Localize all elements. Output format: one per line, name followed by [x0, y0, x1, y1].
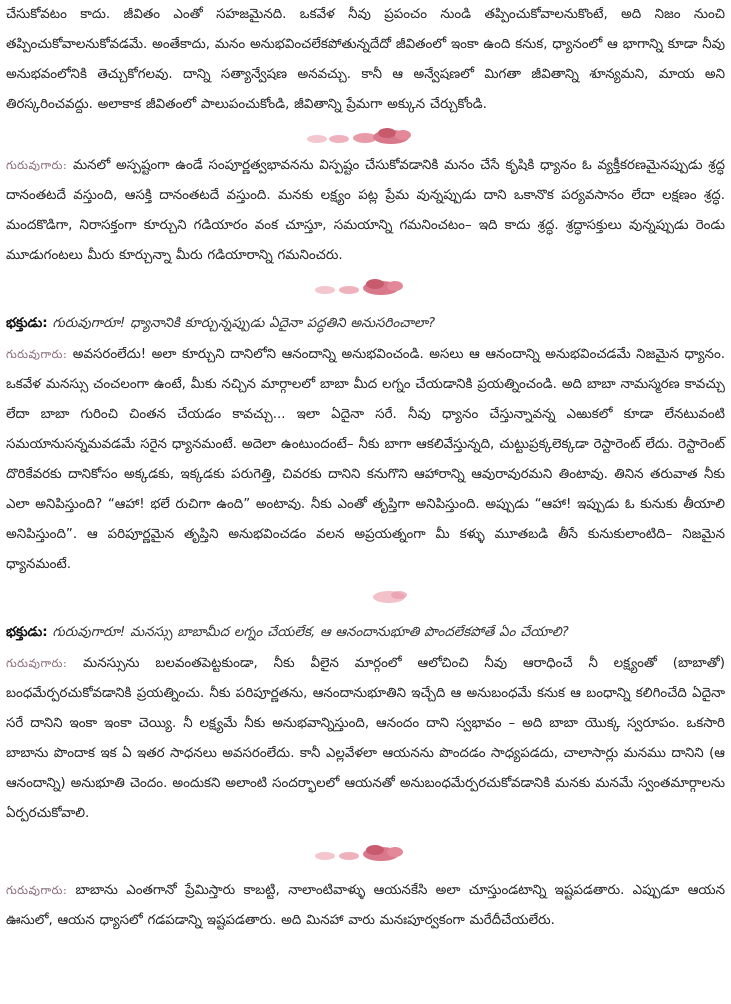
divider-1: [6, 120, 725, 150]
divider-2: [6, 271, 725, 301]
divider-4: [6, 837, 725, 867]
rose-petals-icon: [291, 840, 441, 864]
question-text: గురువుగారూ! ధ్యానానికి కూర్చున్నప్పుడు ఏదైనా పద్ధతిని అనుసరించాలా?: [47, 316, 436, 331]
speaker-devotee: భక్తుడు:: [6, 625, 48, 640]
question-text: గురువుగారూ! మనస్సు బాబామీద లగ్నం చేయలేక, ఆ ఆనందానుభూతి పొందలేకపోతే ఏం చేయాలి?: [47, 625, 569, 640]
answer-text: బాబాను ఎంతగానో ప్రేమిస్తారు కాబట్టి, నాలాంటివాళ్ళు ఆయనకేసి అలా చూస్తుండటాన్ని ఇష్టపడతారు. ఎప్పుడూ ఆయన ఊసులో, ఆయన ధ్యాసలో గడపడాన్ని ఇష్టపడతారు. అది మినహా వారు మనఃపూర్వకంగా మరేదీచేయలేరు.: [6, 883, 725, 928]
divider-3: [6, 580, 725, 610]
rose-petals-icon: [291, 583, 441, 607]
speaker-devotee: భక్తుడు:: [6, 316, 48, 331]
rose-petals-icon: [291, 274, 441, 298]
speaker-guru: గురువుగారు:: [6, 656, 68, 670]
paragraph-question-1: [6, 309, 725, 339]
paragraph-intro: చేసుకోవటం కాదు. జీవితం ఎంతో సహజమైనది. ఒకవేళ నీవు ప్రపంచం నుండి తప్పించుకోవాలనుకొంటే, అది నిజం నుంచి తప్పించుకోవాలనుకోవడమే. అంతేకాదు, మనం అనుభవించలేకపోతున్నదేదో జీవితంలో ఇంకా ఉంది కనుక, ధ్యానంలో ఆ భాగాన్ని కూడా నీవు అనుభవంలోనికి తెచ్చుకోగలవు. దాన్ని సత్యాన్వేషణ అనవచ్చు. కానీ ఆ అన్వేషణలో మిగతా జీవితాన్ని శూన్యమని, మాయ అని తిరస్కరించవద్దు. అలాకాక జీవితంలో పాలుపంచుకోండి, జీవితాన్ని ప్రేమగా అక్కున చేర్చుకోండి.: [6, 7, 725, 112]
speaker-guru: గురువుగారు:: [6, 347, 68, 361]
rose-petals-icon: [291, 123, 441, 147]
answer-text: అవసరంలేదు! అలా కూర్చుని దానిలోని ఆనందాన్ని అనుభవించండి. అసలు ఆ ఆనందాన్ని అనుభవించడమే నిజమైన ధ్యానం. ఒకవేళ మనస్సు చంచలంగా ఉంటే, మీకు నచ్చిన మార్గాలలో బాబా మీద లగ్నం చేయడానికి ప్రయత్నించండి. అది బాబా నామస్మరణ కావచ్చు లేదా బాబా గురించి చింతన చేయడం కావచ్చు... ఇలా ఏదైనా సరే. నీవు ధ్యానం చేస్తున్నావన్న ఎఱుకలో కూడా లేనటువంటి సమయానుసన్నమవడమే సరైన ధ్యానమంటే. అదెలా ఉంటుందంటే– నీకు బాగా ఆకలివేస్తున్నది, చుట్టుప్రక్కలెక్కడా రెస్టారెంట్ లేదు. రెస్టారెంట్ దొరికేవరకు దానికోసం అక్కడకు, ఇక్కడకు పరుగెత్తి, చివరకు దానిని కనుగొని ఆహారాన్ని ఆవురావురమని తింటావు. తినిన తరువాత నీకు ఎలా అనిపిస్తుంది? “ఆహా! భలే రుచిగా ఉంది” అంటావు. నీకు ఎంతో తృప్తిగా అనిపిస్తుంది. అప్పుడు “ఆహా! ఇప్పుడు ఓ కునుకు తీయాలి అనిపిస్తుంది”. ఆ పరిపూర్ణమైన తృప్తిని అనుభవించడం వలన అప్రయత్నంగా మీ కళ్ళు మూతబడి తీసే కునుకులాంటిది– నిజమైన ధ్యానమంటే.: [6, 347, 725, 572]
page: [6, 0, 725, 936]
speaker-guru: గురువుగారు:: [6, 883, 68, 897]
paragraph-guru-1: [6, 150, 725, 271]
guru-text: మనలో అస్పష్టంగా ఉండే సంపూర్ణత్వభావనను విస్పష్టం చేసుకోవడానికి మనం చేసే కృషికి ధ్యానం ఓ వ్యక్తీకరణమైనప్పుడు శ్రద్ధ దానంతటదే వస్తుంది, ఆసక్తి దానంతటదే వస్తుంది. మనకు లక్ష్యం పట్ల ప్రేమ వున్నప్పుడు దాని ఒకానొక పర్యవసానం లేదా లక్షణం శ్రద్ధ. మందకొడిగా, నిరాసక్తంగా కూర్చుని గడియారం వంక చూస్తూ, సమయాన్ని గమనించటం– ఇది కాదు శ్రద్ధ. శ్రద్ధాసక్తులు వున్నప్పుడు రెండు మూడుగంటలు మీరు కూర్చున్నా మీరు గడియారాన్ని గమనించరు.: [6, 158, 725, 263]
answer-text: మనస్సును బలవంతపెట్టకుండా, నీకు వీలైన మార్గంలో ఆలోచించి నీవు ఆరాధించే నీ లక్ష్యంతో (బాబాతో) బంధమేర్పరచుకోవడానికి ప్రయత్నించు. నీకు పరిపూర్ణతను, ఆనందానుభూతిని ఇచ్చేది ఆ అనుబంధమే కనుక ఆ బంధాన్ని కలిగించేది ఏదైనా సరే దానిని ఇంకా ఇంకా చెయ్యి. నీ లక్ష్యమే నీకు అనుభవాన్నిస్తుంది, ఆనందం దాని స్వభావం – అది బాబా యొక్క స్వరూపం. ఒకసారి బాబాను పొందాక ఇక ఏ ఇతర సాధనలు అవసరంలేదు. కానీ ఎల్లవేళలా ఆయనను పొందడం సాధ్యపడదు, చాలాసార్లు మనము దానిని (ఆ ఆనందాన్ని) అనుభూతి చెందం. అందుకని అలాంటి సందర్భాలలో ఆయనతో అనుబంధమేర్పరచుకోవడానికి మనకు మనమే స్వంతమార్గాలను ఏర్పరచుకోవాలి.: [6, 656, 725, 821]
paragraph-answer-1: [6, 339, 725, 580]
speaker-guru: గురువుగారు:: [6, 158, 68, 172]
paragraph-question-2: [6, 618, 725, 648]
paragraph-answer-3: [6, 875, 725, 936]
paragraph-answer-2: [6, 648, 725, 829]
